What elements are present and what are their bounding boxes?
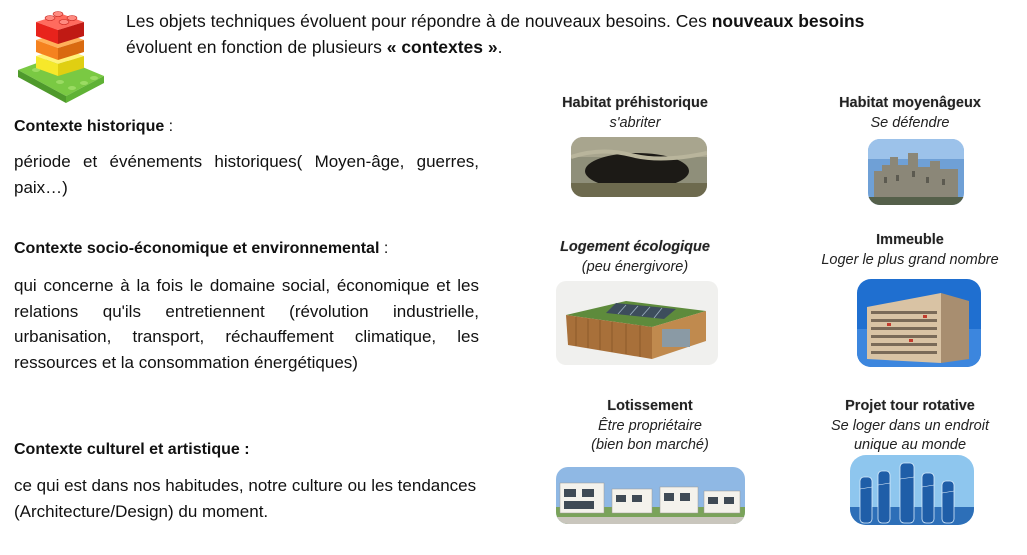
card-subtitle2-tour-rotative: unique au monde: [853, 437, 967, 453]
section-body-socio-economique: qui concerne à la fois le domaine social, économique et les relations qu'ils entretiennent (révolution industrielle, urbanisation, transport, réchauffement climatique, les ressources et la consommation énergétiques): [14, 276, 479, 372]
card-title-ecologique: Logement écologique: [560, 239, 710, 255]
rotating-towers-photo: [850, 455, 974, 525]
card-subtitle-ecologique: (peu énergivore): [581, 259, 689, 275]
cave-photo: [571, 137, 707, 197]
apartment-block-photo: [857, 279, 981, 367]
section-heading-socio-economique: Contexte socio-économique et environnemental :: [14, 240, 389, 257]
section-body-historique: période et événements historiques( Moyen-âge, guerres, paix…): [14, 152, 479, 197]
card-subtitle-moyenageux: Se défendre: [870, 115, 950, 131]
card-subtitle-immeuble: Loger le plus grand nombre: [821, 252, 999, 268]
card-title-moyenageux: Habitat moyenâgeux: [839, 95, 981, 111]
card-subtitle-prehistorique: s'abriter: [609, 115, 661, 131]
housing-estate-photo: [556, 467, 745, 524]
card-subtitle-tour-rotative: Se loger dans un endroit: [831, 418, 989, 434]
card-title-immeuble: Immeuble: [876, 232, 944, 248]
lego-brick-icon: [16, 6, 106, 104]
card-title-lotissement: Lotissement: [607, 398, 693, 414]
eco-house-photo: [556, 281, 718, 365]
intro-paragraph: Les objets techniques évoluent pour répondre à de nouveaux besoins. Ces nouveaux besoins évoluent en fonction de plusieurs « contextes ».: [126, 11, 865, 57]
section-heading-culturel: Contexte culturel et artistique :: [14, 441, 250, 458]
card-subtitle2-lotissement: (bien bon marché): [591, 437, 709, 453]
section-heading-historique: Contexte historique :: [14, 118, 174, 135]
card-subtitle-lotissement: Être propriétaire: [598, 418, 702, 434]
castle-photo: [868, 139, 964, 205]
card-title-tour-rotative: Projet tour rotative: [845, 398, 975, 414]
card-title-prehistorique: Habitat préhistorique: [562, 95, 708, 111]
section-body-culturel: ce qui est dans nos habitudes, notre culture ou les tendances (Architecture/Design) du moment.: [14, 476, 477, 521]
